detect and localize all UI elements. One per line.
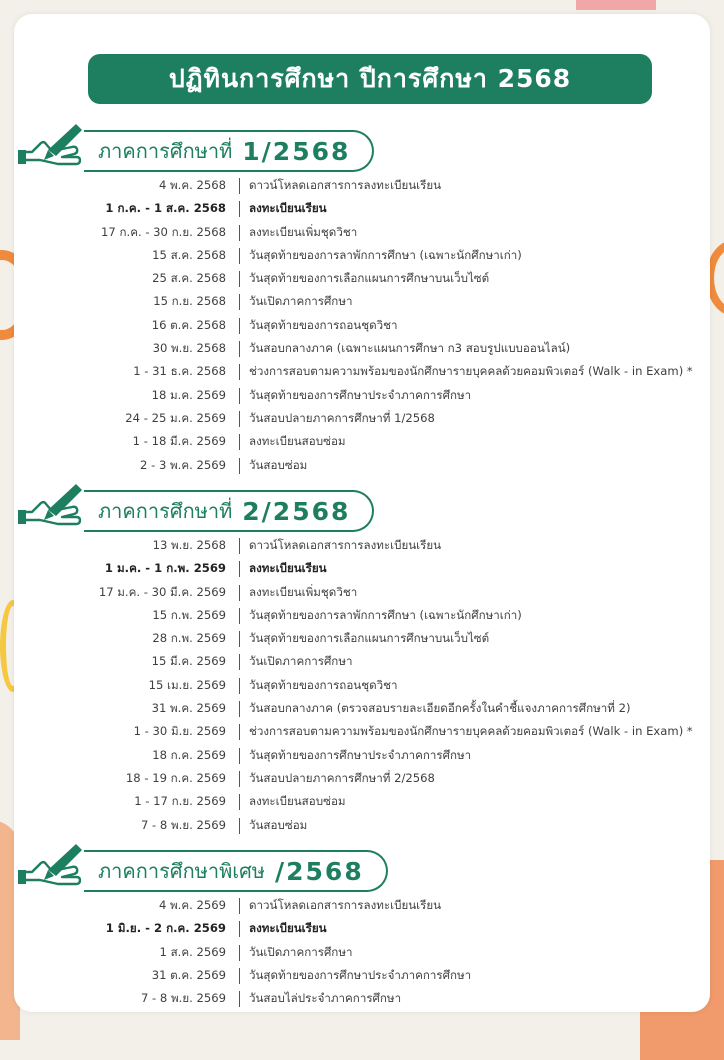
divider (239, 294, 240, 310)
schedule-row (14, 581, 710, 604)
schedule-row (14, 964, 710, 987)
schedule-description: ลงทะเบียนสอบซ่อม (249, 434, 346, 449)
schedule-row (14, 244, 710, 267)
schedule-description: วันเปิดภาคการศึกษา (249, 944, 353, 959)
schedule-date: 15 ก.ย. 2568 (153, 294, 226, 309)
divider (239, 434, 240, 450)
hand-writing-icon (18, 840, 88, 896)
semester-label: ภาคการศึกษาที่ (98, 499, 233, 523)
schedule-date: 31 ต.ค. 2569 (151, 967, 226, 982)
schedule-row (14, 221, 710, 244)
semester-header (14, 126, 414, 174)
semester-label: ภาคการศึกษาพิเศษ (98, 859, 265, 883)
schedule-description: ช่วงการสอบตามความพร้อมของนักศึกษารายบุคคลด้วยคอมพิวเตอร์ (Walk - in Exam) * (249, 364, 693, 379)
schedule-date: 18 ก.ค. 2569 (152, 747, 226, 762)
divider (239, 748, 240, 764)
divider (239, 701, 240, 717)
semester-label: ภาคการศึกษาที่ (98, 139, 233, 163)
schedule-row (14, 894, 710, 917)
divider (239, 921, 240, 937)
schedule-date: 1 - 31 ธ.ค. 2568 (133, 364, 226, 379)
divider (239, 608, 240, 624)
schedule-date: 30 พ.ย. 2568 (152, 341, 226, 356)
schedule-date: 1 ส.ค. 2569 (159, 944, 226, 959)
schedule-date: 1 - 30 มิ.ย. 2569 (133, 724, 226, 739)
divider (239, 318, 240, 334)
schedule-row (14, 360, 710, 383)
schedule-date: 16 ต.ค. 2568 (151, 317, 226, 332)
schedule-description: วันสอบปลายภาคการศึกษาที่ 2/2568 (249, 770, 435, 785)
schedule-date: 17 ม.ค. - 30 มี.ค. 2569 (98, 584, 226, 599)
schedule-row (14, 674, 710, 697)
schedule-date: 2 - 3 พ.ค. 2569 (140, 457, 226, 472)
schedule-description: วันสุดท้ายของการลาพักการศึกษา (เฉพาะนักศึกษาเก่า) (249, 607, 522, 622)
decor-pink-block (576, 0, 656, 10)
schedule-description: ลงทะเบียนเพิ่มชุดวิชา (249, 224, 358, 239)
schedule-description: ดาวน์โหลดเอกสารการลงทะเบียนเรียน (249, 178, 442, 192)
schedule-row (14, 941, 710, 964)
divider (239, 771, 240, 787)
divider (239, 271, 240, 287)
schedule-description: วันสุดท้ายของการถอนชุดวิชา (249, 317, 398, 332)
schedule-date: 1 มิ.ย. - 2 ก.ค. 2569 (105, 921, 226, 936)
schedule-row (14, 987, 710, 1010)
schedule-description: วันสอบปลายภาคการศึกษาที่ 1/2568 (249, 410, 435, 425)
schedule-date: 13 พ.ย. 2568 (152, 538, 226, 552)
divider (239, 968, 240, 984)
schedule-description: ลงทะเบียนเพิ่มชุดวิชา (249, 584, 358, 599)
schedule-description: ดาวน์โหลดเอกสารการลงทะเบียนเรียน (249, 898, 442, 912)
schedule-date: 1 ม.ค. - 1 ก.พ. 2569 (104, 561, 226, 576)
schedule-list (14, 894, 710, 1010)
divider (239, 458, 240, 474)
schedule-row (14, 557, 710, 580)
divider (239, 561, 240, 577)
schedule-description: ลงทะเบียนเรียน (249, 921, 327, 936)
schedule-date: 15 ก.พ. 2569 (152, 607, 226, 622)
semester-header (14, 846, 414, 894)
semester-header (14, 486, 414, 534)
schedule-description: ลงทะเบียนเรียน (249, 561, 327, 576)
schedule-row (14, 534, 710, 557)
divider (239, 898, 240, 914)
divider (239, 411, 240, 427)
schedule-date: 7 - 8 พ.ย. 2569 (141, 991, 226, 1006)
schedule-date: 15 เม.ย. 2569 (148, 677, 226, 692)
schedule-description: ดาวน์โหลดเอกสารการลงทะเบียนเรียน (249, 538, 442, 552)
schedule-description: วันสุดท้ายของการถอนชุดวิชา (249, 677, 398, 692)
divider (239, 794, 240, 810)
schedule-row (14, 767, 710, 790)
schedule-date: 25 ส.ค. 2568 (152, 271, 226, 286)
schedule-date: 18 - 19 ก.ค. 2569 (125, 770, 226, 785)
divider (239, 678, 240, 694)
schedule-row (14, 720, 710, 743)
schedule-row (14, 627, 710, 650)
divider (239, 538, 240, 554)
divider (239, 585, 240, 601)
schedule-description: วันเปิดภาคการศึกษา (249, 654, 353, 669)
semester-title (84, 850, 388, 892)
divider (239, 178, 240, 194)
schedule-date: 1 ก.ค. - 1 ส.ค. 2568 (105, 201, 226, 216)
divider (239, 201, 240, 217)
schedule-date: 1 - 18 มี.ค. 2569 (132, 434, 226, 449)
schedule-row (14, 790, 710, 813)
divider (239, 654, 240, 670)
schedule-description: วันสอบซ่อม (249, 817, 308, 832)
schedule-description: ลงทะเบียนเรียน (249, 201, 327, 216)
schedule-description: วันสุดท้ายของการเลือกแผนการศึกษาบนเว็บไซต์ (249, 271, 490, 286)
divider (239, 341, 240, 357)
schedule-date: 24 - 25 ม.ค. 2569 (125, 410, 226, 425)
schedule-date: 28 ก.พ. 2569 (152, 631, 226, 646)
schedule-list (14, 174, 710, 477)
schedule-list (14, 534, 710, 837)
schedule-date: 1 - 17 ก.ย. 2569 (134, 794, 226, 809)
schedule-row (14, 174, 710, 197)
schedule-description: วันสอบกลางภาค (เฉพาะแผนการศึกษา ก3 สอบรูปแบบออนไลน์) (249, 341, 571, 356)
divider (239, 225, 240, 241)
schedule-row (14, 197, 710, 220)
schedule-description: ลงทะเบียนสอบซ่อม (249, 794, 346, 809)
semester-title (84, 490, 374, 532)
schedule-description: ช่วงการสอบตามความพร้อมของนักศึกษารายบุคคลด้วยคอมพิวเตอร์ (Walk - in Exam) * (249, 724, 693, 739)
divider (239, 388, 240, 404)
schedule-row (14, 744, 710, 767)
divider (239, 364, 240, 380)
schedule-description: วันเปิดภาคการศึกษา (249, 294, 353, 309)
schedule-description: วันสุดท้ายของการลาพักการศึกษา (เฉพาะนักศึกษาเก่า) (249, 247, 522, 262)
schedule-description: วันสุดท้ายของการเลือกแผนการศึกษาบนเว็บไซต์ (249, 631, 490, 646)
schedule-description: วันสุดท้ายของการศึกษาประจำภาคการศึกษา (249, 387, 472, 402)
schedule-row (14, 650, 710, 673)
schedule-row (14, 290, 710, 313)
schedule-row (14, 430, 710, 453)
schedule-row (14, 407, 710, 430)
schedule-row (14, 814, 710, 837)
schedule-date: 15 ส.ค. 2568 (152, 247, 226, 262)
hand-writing-icon (18, 480, 88, 536)
divider (239, 724, 240, 740)
schedule-description: วันสอบซ่อม (249, 457, 308, 472)
schedule-date: 15 มี.ค. 2569 (151, 654, 226, 669)
divider (239, 248, 240, 264)
schedule-row (14, 604, 710, 627)
schedule-row (14, 697, 710, 720)
semester-title (84, 130, 374, 172)
divider (239, 818, 240, 834)
divider (239, 945, 240, 961)
page-title: ปฏิทินการศึกษา ปีการศึกษา 2568 (88, 54, 652, 104)
semester-code: /2568 (275, 856, 364, 886)
schedule-date: 18 ม.ค. 2569 (151, 387, 226, 402)
schedule-description: วันสอบไล่ประจำภาคการศึกษา (249, 991, 402, 1006)
schedule-row (14, 314, 710, 337)
schedule-date: 4 พ.ค. 2569 (158, 898, 226, 912)
semester-code: 1/2568 (242, 136, 351, 166)
schedule-row (14, 454, 710, 477)
calendar-card (14, 14, 710, 1012)
hand-writing-icon (18, 120, 88, 176)
schedule-description: วันสุดท้ายของการศึกษาประจำภาคการศึกษา (249, 747, 472, 762)
schedule-row (14, 337, 710, 360)
divider (239, 991, 240, 1007)
schedule-row (14, 384, 710, 407)
schedule-row (14, 267, 710, 290)
schedule-date: 17 ก.ค. - 30 ก.ย. 2568 (101, 224, 226, 239)
schedule-row (14, 917, 710, 940)
schedule-date: 4 พ.ค. 2568 (158, 178, 226, 192)
divider (239, 631, 240, 647)
semester-code: 2/2568 (242, 496, 351, 526)
schedule-description: วันสุดท้ายของการศึกษาประจำภาคการศึกษา (249, 967, 472, 982)
schedule-date: 31 พ.ค. 2569 (151, 701, 226, 716)
schedule-date: 7 - 8 พ.ย. 2569 (141, 817, 226, 832)
schedule-description: วันสอบกลางภาค (ตรวจสอบรายละเอียดอีกครั้งในคำชี้แจงภาคการศึกษาที่ 2) (249, 701, 631, 716)
